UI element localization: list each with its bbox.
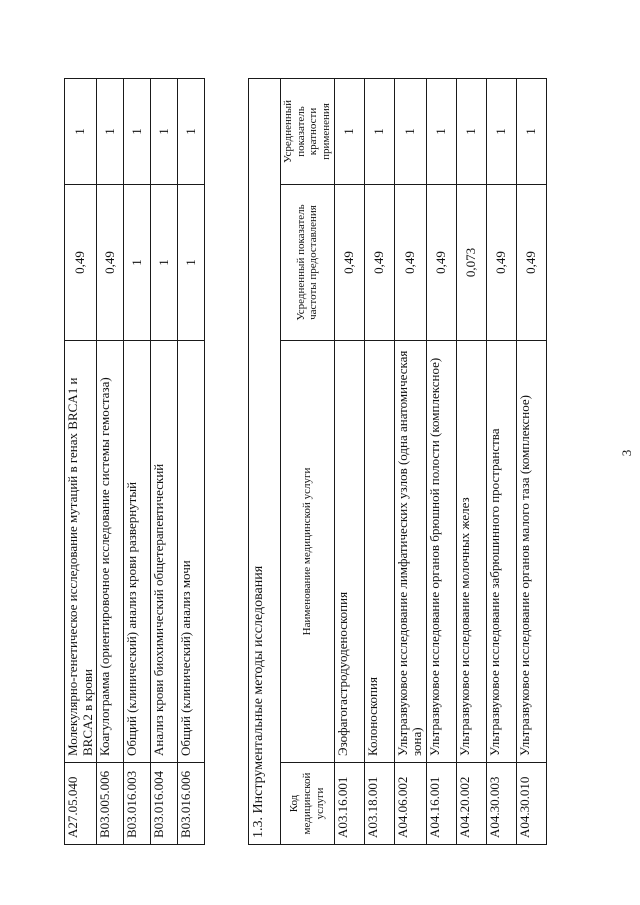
service-name: Общий (клинический) анализ крови развернутый — [124, 341, 151, 763]
multiplicity-value: 1 — [151, 79, 178, 185]
multiplicity-value: 1 — [456, 78, 486, 184]
table-row — [516, 78, 546, 844]
table-row — [486, 78, 516, 844]
table-row — [364, 78, 394, 844]
multiplicity-value: 1 — [394, 78, 426, 184]
multiplicity-value: 1 — [97, 79, 124, 185]
multiplicity-value: 1 — [334, 78, 364, 184]
frequency-value: 1 — [124, 185, 151, 341]
header-name: Наименование медицинской услуги — [281, 341, 335, 763]
frequency-value: 0,49 — [394, 185, 426, 341]
table-row — [426, 78, 456, 844]
page-number: 3 — [619, 449, 634, 457]
service-code: A04.30.003 — [486, 763, 516, 845]
service-code: B03.016.004 — [151, 763, 178, 845]
service-name: Общий (клинический) анализ мочи — [178, 341, 205, 763]
service-code: B03.016.006 — [178, 763, 205, 845]
instrumental-methods-table — [248, 78, 547, 845]
service-name: Ультразвуковое исследование органов малого таза (комплексное) — [516, 341, 546, 763]
service-code: B03.016.003 — [124, 763, 151, 845]
service-code: A04.20.002 — [456, 763, 486, 845]
service-code: A04.30.010 — [516, 763, 546, 845]
table-row — [178, 79, 205, 845]
service-name: Ультразвуковое исследование молочных желез — [456, 341, 486, 763]
multiplicity-value: 1 — [364, 78, 394, 184]
header-frequency: Усредненный показатель частоты предоставления — [281, 185, 335, 341]
table-row — [124, 79, 151, 845]
table-row — [65, 79, 97, 845]
multiplicity-value: 1 — [124, 79, 151, 185]
service-name: Ультразвуковое исследование лимфатических узлов (одна анатомическая зона) — [394, 341, 426, 763]
frequency-value: 0,49 — [364, 185, 394, 341]
service-name: Колоноскопия — [364, 341, 394, 763]
frequency-value: 0,073 — [456, 185, 486, 341]
header-code: Код медицинской услуги — [281, 763, 335, 845]
service-code: B03.005.006 — [97, 763, 124, 845]
frequency-value: 1 — [151, 185, 178, 341]
frequency-value: 0,49 — [426, 185, 456, 341]
multiplicity-value: 1 — [516, 78, 546, 184]
frequency-value: 0,49 — [334, 185, 364, 341]
table-row — [151, 79, 178, 845]
service-code: A04.16.001 — [426, 763, 456, 845]
service-code: A03.16.001 — [334, 763, 364, 845]
header-multiplicity: Усредненный показатель кратности применения — [281, 78, 335, 184]
frequency-value: 0,49 — [97, 185, 124, 341]
table-row — [97, 79, 124, 845]
section-title-row — [249, 78, 281, 844]
table-row — [456, 78, 486, 844]
section-title: 1.3. Инструментальные методы исследования — [249, 78, 281, 844]
multiplicity-value: 1 — [65, 79, 97, 185]
frequency-value: 1 — [178, 185, 205, 341]
frequency-value: 0,49 — [65, 185, 97, 341]
service-name: Ультразвуковое исследование забрюшинного пространства — [486, 341, 516, 763]
service-code: A03.18.001 — [364, 763, 394, 845]
service-code: A27.05.040 — [65, 763, 97, 845]
lab-services-table — [64, 78, 205, 845]
service-name: Эзофагогастродуоденоскопия — [334, 341, 364, 763]
multiplicity-value: 1 — [486, 78, 516, 184]
service-name: Молекулярно-генетическое исследование мутаций в генах BRCA1 и BRCA2 в крови — [65, 341, 97, 763]
service-name: Ультразвуковое исследование органов брюшной полости (комплексное) — [426, 341, 456, 763]
table-row — [334, 78, 364, 844]
multiplicity-value: 1 — [426, 78, 456, 184]
service-code: A04.06.002 — [394, 763, 426, 845]
table-row — [394, 78, 426, 844]
service-name: Коагулограмма (ориентировочное исследование системы гемостаза) — [97, 341, 124, 763]
multiplicity-value: 1 — [178, 79, 205, 185]
frequency-value: 0,49 — [516, 185, 546, 341]
service-name: Анализ крови биохимический общетерапевтический — [151, 341, 178, 763]
frequency-value: 0,49 — [486, 185, 516, 341]
table-header-row — [281, 78, 335, 844]
